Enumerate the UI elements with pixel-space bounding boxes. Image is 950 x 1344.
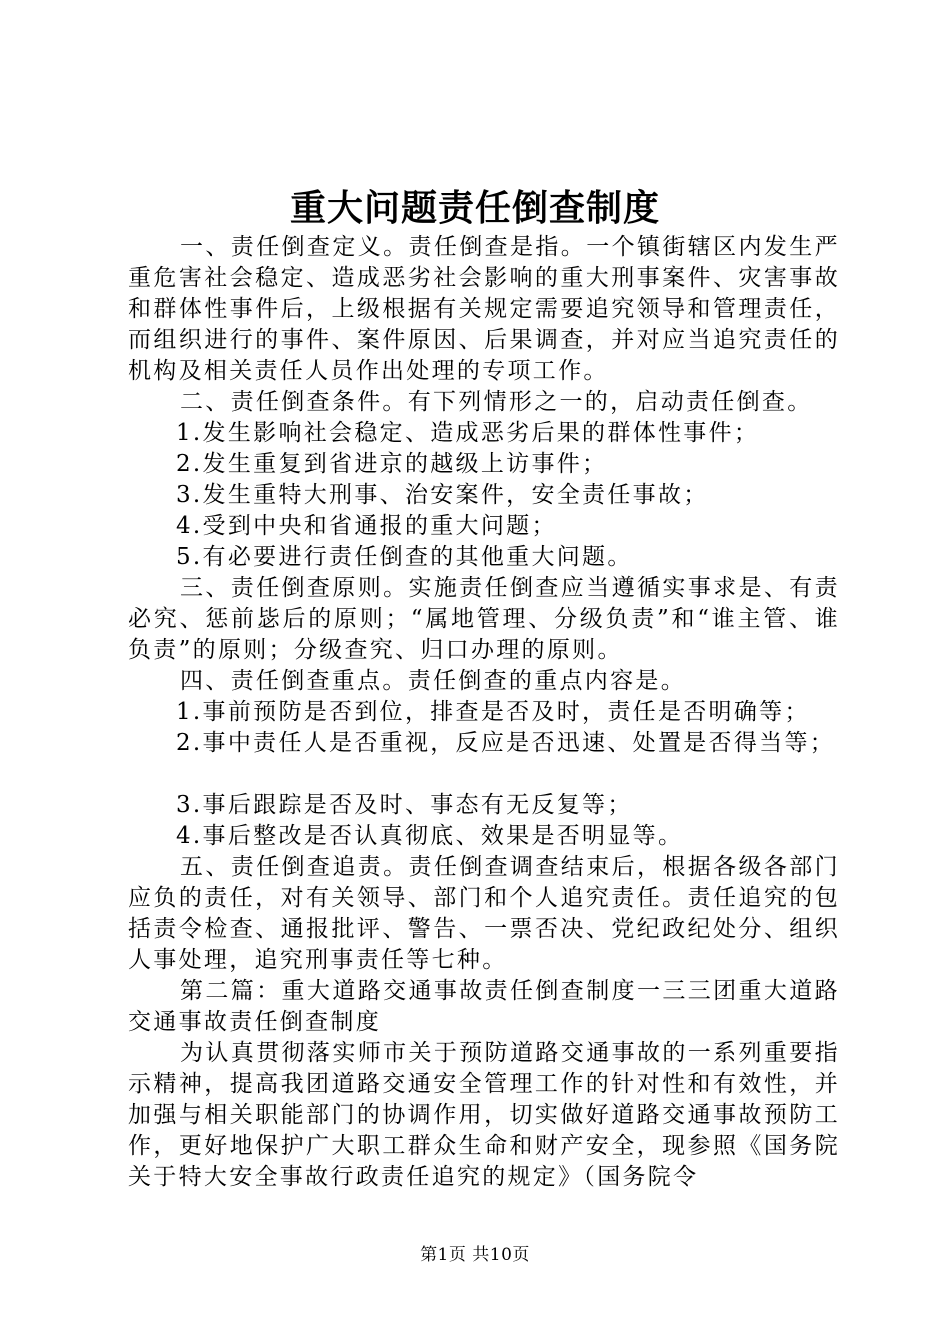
focus-item: 3.事后跟踪是否及时、事态有无反复等；	[176, 792, 633, 818]
paragraph-second-part-intro: 为认真贯彻落实师市关于预防道路交通事故的一系列重要指示精神，提高我团道路交通安全管理工作的针对性和有效性，并加强与相关职能部门的协调作用，切实做好道路交通事故预防工作，更好地保护广大职工群众生命和财产安全，现参照《国务院关于特大安全事故行政责任追究的规定》（国务院令	[128, 1040, 840, 1190]
condition-item: 3.发生重特大刑事、治安案件，安全责任事故；	[176, 482, 709, 508]
paragraph-second-part-heading: 第二篇：重大道路交通事故责任倒查制度一三三团重大道路交通事故责任倒查制度	[128, 978, 840, 1035]
paragraph-focus: 四、责任倒查重点。责任倒查的重点内容是。	[180, 668, 686, 694]
paragraph-conditions: 二、责任倒查条件。有下列情形之一的，启动责任倒查。	[180, 389, 813, 415]
blank-line	[128, 759, 840, 790]
paragraph-principles: 三、责任倒查原则。实施责任倒查应当遵循实事求是、有责必究、惩前毖后的原则；“属地管理、分级负责”和“谁主管、谁负责”的原则；分级查究、归口办理的原则。	[128, 575, 840, 663]
condition-item: 5.有必要进行责任倒查的其他重大问题。	[176, 544, 633, 570]
focus-item: 4.事后整改是否认真彻底、效果是否明显等。	[176, 823, 684, 849]
document-title: 重大问题责任倒查制度	[289, 187, 660, 229]
condition-item: 2.发生重复到省进京的越级上访事件；	[176, 451, 608, 477]
paragraph-accountability: 五、责任倒查追责。责任倒查调查结束后，根据各级各部门应负的责任，对有关领导、部门和个人追究责任。责任追究的包括责令检查、通报批评、警告、一票否决、党纪政纪处分、组织人事处理，追究刑事责任等七种。	[128, 854, 840, 973]
document-body	[128, 232, 840, 1193]
condition-item: 1.发生影响社会稳定、造成恶劣后果的群体性事件；	[176, 420, 760, 446]
focus-item: 1.事前预防是否到位，排查是否及时，责任是否明确等；	[176, 699, 810, 725]
page-number: 第1页 共10页	[420, 1245, 530, 1265]
paragraph-definition: 一、责任倒查定义。责任倒查是指。一个镇街辖区内发生严重危害社会稳定、造成恶劣社会影响的重大刑事案件、灾害事故和群体性事件后，上级根据有关规定需要追究领导和管理责任，而组织进行的事件、案件原因、后果调查，并对应当追究责任的机构及相关责任人员作出处理的专项工作。	[128, 234, 840, 384]
condition-item: 4.受到中央和省通报的重大问题；	[176, 513, 557, 539]
focus-item: 2.事中责任人是否重视，反应是否迅速、处置是否得当等；	[176, 730, 836, 756]
